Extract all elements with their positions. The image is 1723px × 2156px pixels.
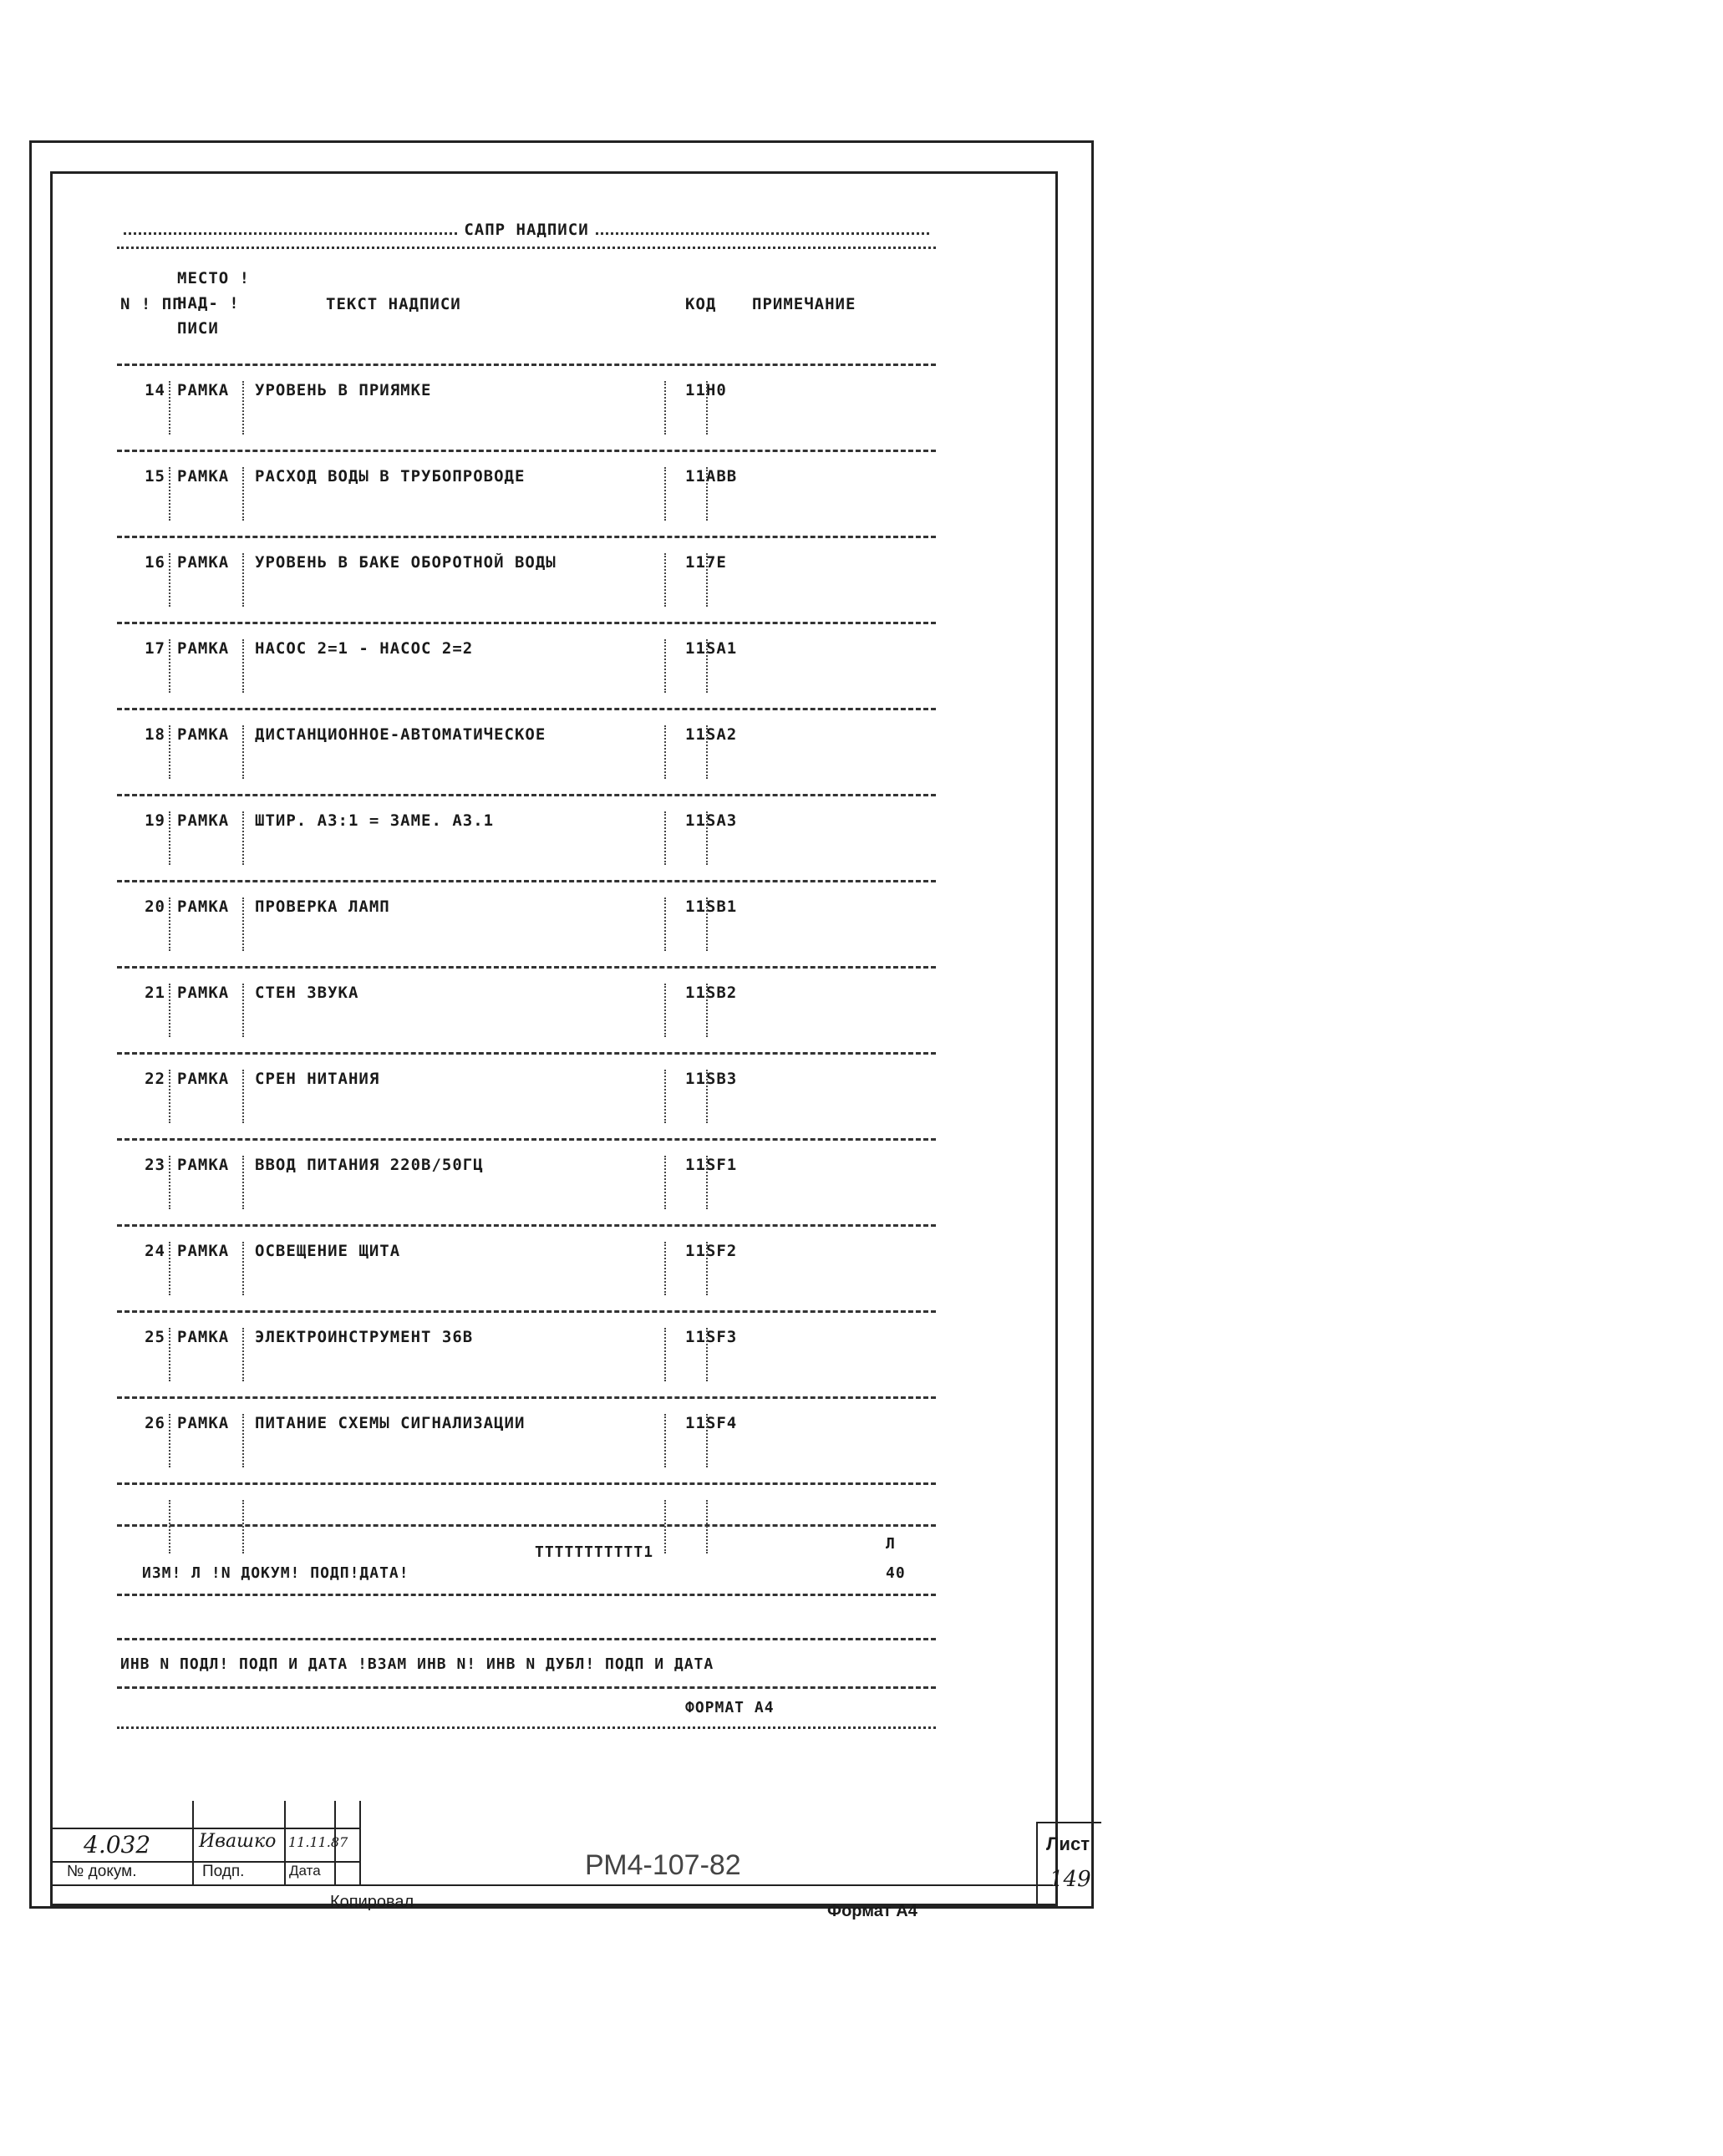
row-code: 117Е xyxy=(685,553,727,572)
row-code: 11SF2 xyxy=(685,1242,738,1260)
row-number: 26 xyxy=(145,1414,165,1432)
footer-line-2: ИНВ N ПОДЛ! ПОДП И ДАТА !ВЗАМ ИНВ N! ИНВ N ДУБЛ! ПОДП И ДАТА xyxy=(120,1655,714,1673)
row-code: 11SF4 xyxy=(685,1414,738,1432)
row-place: РАМКА xyxy=(177,1156,230,1174)
column-separator xyxy=(242,725,246,779)
column-separator xyxy=(664,1414,668,1467)
row-place: РАМКА xyxy=(177,897,230,916)
column-separator xyxy=(242,984,246,1037)
column-separator xyxy=(706,1156,709,1209)
label-signature: Подп. xyxy=(202,1863,245,1880)
row-text: УРОВЕНЬ В БАКЕ ОБОРОТНОЙ ВОДЫ xyxy=(255,553,557,572)
column-separator xyxy=(664,1328,668,1381)
footer-row-3 xyxy=(117,1640,936,1689)
column-separator xyxy=(664,1070,668,1123)
row-code: 11SA1 xyxy=(685,639,738,658)
column-separator xyxy=(242,553,246,607)
column-separator xyxy=(242,811,246,865)
row-code: 11SB1 xyxy=(685,897,738,916)
column-separator xyxy=(169,811,172,865)
row-place: РАМКА xyxy=(177,1070,230,1088)
column-separator xyxy=(242,639,246,693)
table-row xyxy=(117,1055,936,1141)
table-row xyxy=(117,1313,936,1399)
row-number: 21 xyxy=(145,984,165,1002)
doc-number: 4.032 xyxy=(84,1831,151,1859)
row-number: 16 xyxy=(145,553,165,572)
printout-title: САПР НАДПИСИ xyxy=(464,221,589,239)
column-separator xyxy=(706,1414,709,1467)
dots-left xyxy=(124,226,457,235)
column-separator xyxy=(706,811,709,865)
header-num: N ! ПП xyxy=(120,295,183,313)
column-separator xyxy=(169,1414,172,1467)
column-separator xyxy=(664,725,668,779)
table-row xyxy=(117,796,936,882)
row-text: СТЕН ЗВУКА xyxy=(255,984,359,1002)
header-row xyxy=(117,249,936,366)
column-separator xyxy=(706,467,709,521)
table-row xyxy=(117,882,936,969)
row-code: 11SF1 xyxy=(685,1156,738,1174)
column-separator xyxy=(664,811,668,865)
column-separator xyxy=(169,1242,172,1295)
printout-title-line xyxy=(117,213,936,249)
title-block xyxy=(50,1801,1091,1901)
signature: Ивашко xyxy=(199,1831,277,1852)
column-separator xyxy=(664,897,668,951)
sign-date: 11.11.87 xyxy=(288,1834,348,1850)
column-separator xyxy=(242,1328,246,1381)
row-place: РАМКА xyxy=(177,1242,230,1260)
footer-sheet-num: 40 xyxy=(886,1564,906,1582)
column-separator xyxy=(664,639,668,693)
table-row xyxy=(117,1399,936,1485)
table-row xyxy=(117,1485,936,1527)
column-separator xyxy=(242,1070,246,1123)
column-separator xyxy=(242,897,246,951)
label-doc-number: № докум. xyxy=(67,1863,137,1880)
column-separator xyxy=(169,467,172,521)
column-separator xyxy=(169,381,172,435)
row-text: УРОВЕНЬ В ПРИЯМКЕ xyxy=(255,381,432,399)
row-number: 25 xyxy=(145,1328,165,1346)
table-row xyxy=(117,538,936,624)
row-number: 19 xyxy=(145,811,165,830)
row-code: 11SF3 xyxy=(685,1328,738,1346)
stamp-vline-4 xyxy=(359,1801,361,1884)
row-text: ЭЛЕКТРОИНСТРУМЕНТ 36В xyxy=(255,1328,474,1346)
row-text: ВВОД ПИТАНИЯ 220В/50ГЦ xyxy=(255,1156,484,1174)
sheet-number-box xyxy=(1036,1822,1101,1904)
column-separator xyxy=(664,1242,668,1295)
column-separator xyxy=(169,1070,172,1123)
row-text: ОСВЕЩЕНИЕ ЩИТА xyxy=(255,1242,401,1260)
printout-footer xyxy=(117,1527,936,1729)
row-number: 15 xyxy=(145,467,165,486)
row-code: 11SB2 xyxy=(685,984,738,1002)
header-note: ПРИМЕЧАНИЕ xyxy=(752,295,856,313)
row-number: 24 xyxy=(145,1242,165,1260)
footer-row-1 xyxy=(117,1527,936,1596)
row-number: 18 xyxy=(145,725,165,744)
footer-line-1: ИЗМ! Л !N ДОКУМ! ПОДП!ДАТА! xyxy=(142,1564,409,1582)
row-code: 11Н0 xyxy=(685,381,727,399)
column-separator xyxy=(242,1242,246,1295)
row-number: 23 xyxy=(145,1156,165,1174)
stamp-line-bottom xyxy=(50,1884,1053,1886)
stamp-vline-0 xyxy=(50,1801,52,1884)
column-separator xyxy=(706,381,709,435)
column-separator xyxy=(706,725,709,779)
stamp-vline-1 xyxy=(192,1801,194,1884)
row-place: РАМКА xyxy=(177,984,230,1002)
column-separator xyxy=(242,467,246,521)
column-separator xyxy=(706,553,709,607)
row-place: РАМКА xyxy=(177,381,230,399)
header-code: КОД xyxy=(685,295,717,313)
row-place: РАМКА xyxy=(177,811,230,830)
row-code: 11SA2 xyxy=(685,725,738,744)
row-text: ШТИР. АЗ:1 = ЗАМЕ. АЗ.1 xyxy=(255,811,495,830)
column-separator xyxy=(706,984,709,1037)
drawing-code: РМ4-107-82 xyxy=(585,1849,741,1881)
sheet-number: 149 xyxy=(1050,1867,1091,1892)
column-separator xyxy=(706,1242,709,1295)
stamp-line-top xyxy=(50,1828,359,1829)
column-separator xyxy=(706,1070,709,1123)
column-separator xyxy=(706,639,709,693)
row-text: СРЕН НИТАНИЯ xyxy=(255,1070,380,1088)
sheet-label: Лист xyxy=(1046,1833,1090,1854)
column-separator xyxy=(169,639,172,693)
row-code: 11АВВ xyxy=(685,467,738,486)
footer-stamp-mark: ТТТТТТТТТТТ1 xyxy=(535,1543,654,1561)
row-text: ПРОВЕРКА ЛАМП xyxy=(255,897,390,916)
stamp-vline-2 xyxy=(284,1801,286,1884)
column-separator xyxy=(169,897,172,951)
row-code: 11SB3 xyxy=(685,1070,738,1088)
table-row xyxy=(117,624,936,710)
table-row xyxy=(117,366,936,452)
footer-row-4 xyxy=(117,1689,936,1729)
row-text: ДИСТАНЦИОННОЕ-АВТОМАТИЧЕСКОЕ xyxy=(255,725,546,744)
row-place: РАМКА xyxy=(177,1328,230,1346)
row-text: РАСХОД ВОДЫ В ТРУБОПРОВОДЕ xyxy=(255,467,526,486)
row-code: 11SA3 xyxy=(685,811,738,830)
column-separator xyxy=(664,381,668,435)
row-place: РАМКА xyxy=(177,725,230,744)
row-text: ПИТАНИЕ СХЕМЫ СИГНАЛИЗАЦИИ xyxy=(255,1414,526,1432)
column-separator xyxy=(169,984,172,1037)
column-separator xyxy=(169,725,172,779)
column-separator xyxy=(664,984,668,1037)
footer-format: ФОРМАТ А4 xyxy=(685,1699,775,1716)
table-row xyxy=(117,710,936,796)
copied-caption: Копировал xyxy=(330,1893,414,1911)
printout-table xyxy=(117,213,936,1729)
column-separator xyxy=(169,1328,172,1381)
column-separator xyxy=(706,897,709,951)
column-separator xyxy=(242,1414,246,1467)
row-place: РАМКА xyxy=(177,1414,230,1432)
table-row xyxy=(117,969,936,1055)
footer-sheet-label: Л xyxy=(886,1535,896,1553)
column-separator xyxy=(242,381,246,435)
row-number: 22 xyxy=(145,1070,165,1088)
dots-right xyxy=(596,226,929,235)
column-separator xyxy=(169,553,172,607)
row-number: 20 xyxy=(145,897,165,916)
footer-row-2 xyxy=(117,1596,936,1640)
column-separator xyxy=(169,1156,172,1209)
label-date: Дата xyxy=(289,1863,321,1879)
column-separator xyxy=(664,553,668,607)
column-separator xyxy=(242,1156,246,1209)
header-text: ТЕКСТ НАДПИСИ xyxy=(326,295,461,313)
format-caption: Формат А4 xyxy=(827,1902,917,1920)
column-separator xyxy=(706,1328,709,1381)
row-place: РАМКА xyxy=(177,467,230,486)
row-text: НАСОС 2=1 - НАСОС 2=2 xyxy=(255,639,474,658)
column-separator xyxy=(664,467,668,521)
row-place: РАМКА xyxy=(177,553,230,572)
header-place: МЕСТО ! НАД- ! ПИСИ xyxy=(177,269,251,338)
row-number: 14 xyxy=(145,381,165,399)
table-row xyxy=(117,452,936,538)
table-row xyxy=(117,1227,936,1313)
rows-container xyxy=(117,366,936,1527)
row-place: РАМКА xyxy=(177,639,230,658)
table-row xyxy=(117,1141,936,1227)
column-separator xyxy=(664,1156,668,1209)
row-number: 17 xyxy=(145,639,165,658)
